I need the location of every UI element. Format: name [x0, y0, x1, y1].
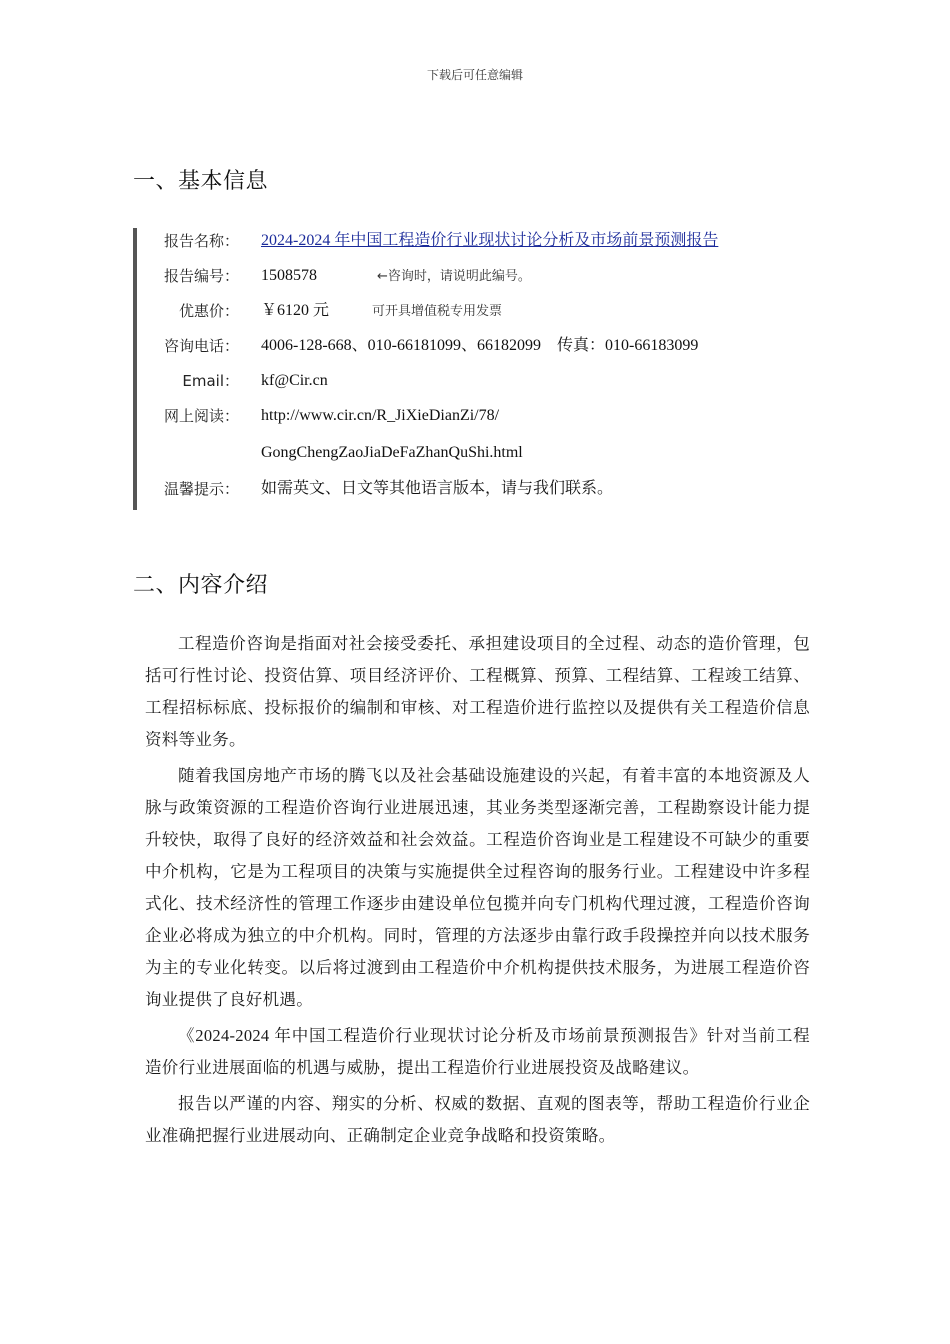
report-number-note: ←咨询时，请说明此编号。 [377, 269, 531, 284]
content-body [145, 628, 810, 1156]
basic-info-block [133, 228, 817, 510]
price-label: 优惠价： [178, 302, 239, 320]
online-url-line1[interactable]: http://www.cir.cn/R_JiXieDianZi/78/ [261, 407, 500, 424]
email-value[interactable]: kf@Cir.cn [261, 372, 328, 389]
report-number-label: 报告编号： [163, 267, 239, 285]
page-header-note: 下载后可任意编辑 [426, 68, 523, 82]
price-note: 可开具增值税专用发票 [372, 304, 503, 319]
phone-value: 4006-128-668、010-66181099、66182099 传真：010-66183099 [261, 337, 699, 354]
online-label: 网上阅读： [163, 407, 239, 425]
tip-value: 如需英文、日文等其他语言版本，请与我们联系。 [261, 480, 614, 497]
online-url-line2[interactable]: GongChengZaoJiaDeFaZhanQuShi.html [261, 444, 523, 461]
phone-label: 咨询电话： [163, 337, 239, 355]
section-title-basic-info: 一、基本信息 [133, 169, 269, 194]
report-number-value: 1508578 [261, 267, 317, 284]
content-paragraph: 报告以严谨的内容、翔实的分析、权威的数据、直观的图表等，帮助工程造价行业企业准确把握行业进展动向、正确制定企业竞争战略和投资策略。 [145, 1094, 810, 1145]
content-paragraph: 随着我国房地产市场的腾飞以及社会基础设施建设的兴起，有着丰富的本地资源及人脉与政策资源的工程造价咨询行业进展迅速，其业务类型逐渐完善，工程勘察设计能力提升较快，取得了良好的经济效益和社会效益。工程造价咨询业是工程建设不可缺少的重要中介机构，它是为工程项目的决策与实施提供全过程咨询的服务行业。工程建设中许多程式化、技术经济性的管理工作逐步由建设单位包揽并向专门机构代理过渡，工程造价咨询企业必将成为独立的中介机构。同时，管理的方法逐步由靠行政手段操控并向以技术服务为主的专业化转变。以后将过渡到由工程造价中介机构提供技术服务，为进展工程造价咨询业提供了良好机遇。 [145, 766, 810, 1009]
report-name-label: 报告名称： [163, 232, 239, 250]
email-label: Email： [182, 372, 239, 390]
content-paragraph: 《2024-2024 年中国工程造价行业现状讨论分析及市场前景预测报告》针对当前工程造价行业进展面临的机遇与威胁，提出工程造价行业进展投资及战略建议。 [145, 1026, 810, 1077]
section-title-content: 二、内容介绍 [133, 573, 269, 598]
price-value: ￥6120 元 [261, 302, 330, 319]
tip-label: 温馨提示： [163, 480, 239, 498]
content-paragraph: 工程造价咨询是指面对社会接受委托、承担建设项目的全过程、动态的造价管理，包括可行性讨论、投资估算、项目经济评价、工程概算、预算、工程结算、工程竣工结算、工程招标标底、投标报价的编制和审核、对工程造价进行监控以及提供有关工程造价信息资料等业务。 [145, 634, 810, 749]
report-name-link[interactable]: 2024-2024 年中国工程造价行业现状讨论分析及市场前景预测报告 [261, 232, 719, 249]
